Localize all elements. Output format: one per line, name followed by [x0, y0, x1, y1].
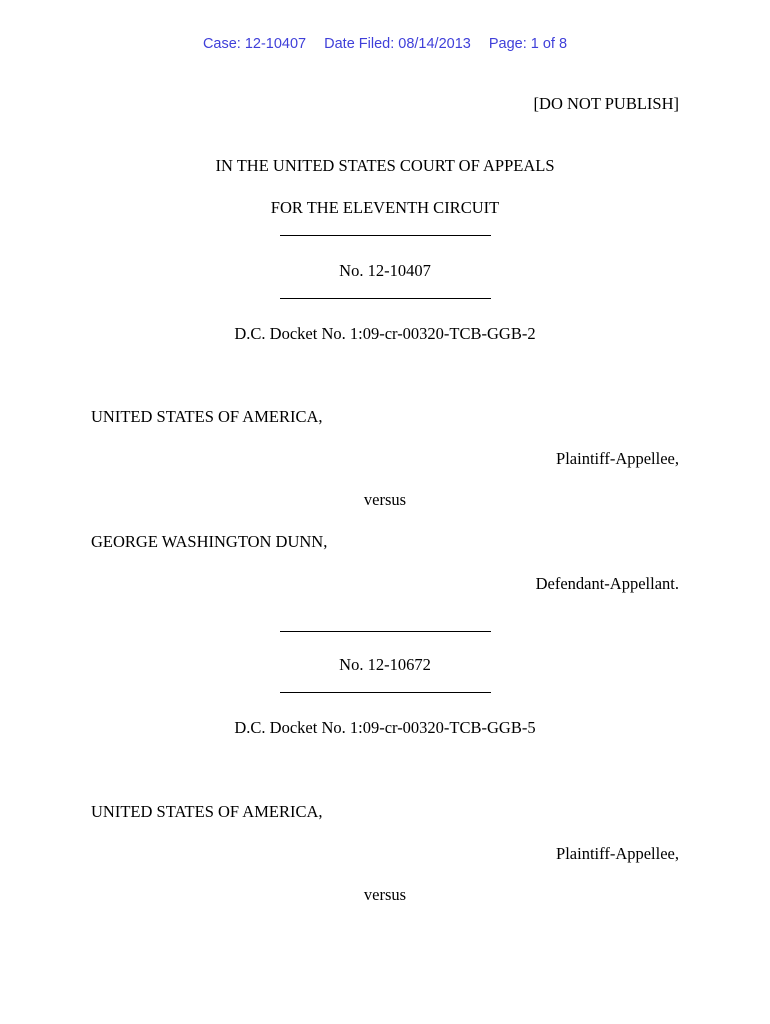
plaintiff-name: UNITED STATES OF AMERICA, — [91, 407, 323, 426]
plaintiff-name: UNITED STATES OF AMERICA, — [91, 802, 323, 821]
date-filed-stamp: Date Filed: 08/14/2013 — [324, 36, 471, 52]
versus-label: versus — [363, 490, 407, 509]
versus-label: versus — [363, 885, 407, 904]
page-count-stamp: Page: 1 of 8 — [488, 36, 568, 52]
filing-stamp — [0, 36, 770, 52]
separator-rule — [280, 235, 491, 236]
plaintiff-role: Plaintiff-Appellee, — [556, 449, 679, 468]
docket-number: D.C. Docket No. 1:09-cr-00320-TCB-GGB-2 — [234, 324, 536, 343]
defendant-name: GEORGE WASHINGTON DUNN, — [91, 532, 328, 551]
separator-rule — [280, 631, 491, 632]
case-number: No. 12-10672 — [339, 655, 431, 674]
court-name: IN THE UNITED STATES COURT OF APPEALS — [215, 156, 555, 175]
separator-rule — [280, 692, 491, 693]
case-number: No. 12-10407 — [339, 261, 431, 280]
case-number-stamp: Case: 12-10407 — [202, 36, 307, 52]
docket-number: D.C. Docket No. 1:09-cr-00320-TCB-GGB-5 — [234, 718, 536, 737]
plaintiff-role: Plaintiff-Appellee, — [556, 844, 679, 863]
separator-rule — [280, 298, 491, 299]
defendant-role: Defendant-Appellant. — [535, 574, 679, 593]
circuit-name: FOR THE ELEVENTH CIRCUIT — [270, 198, 500, 217]
publish-flag: [DO NOT PUBLISH] — [533, 94, 679, 113]
